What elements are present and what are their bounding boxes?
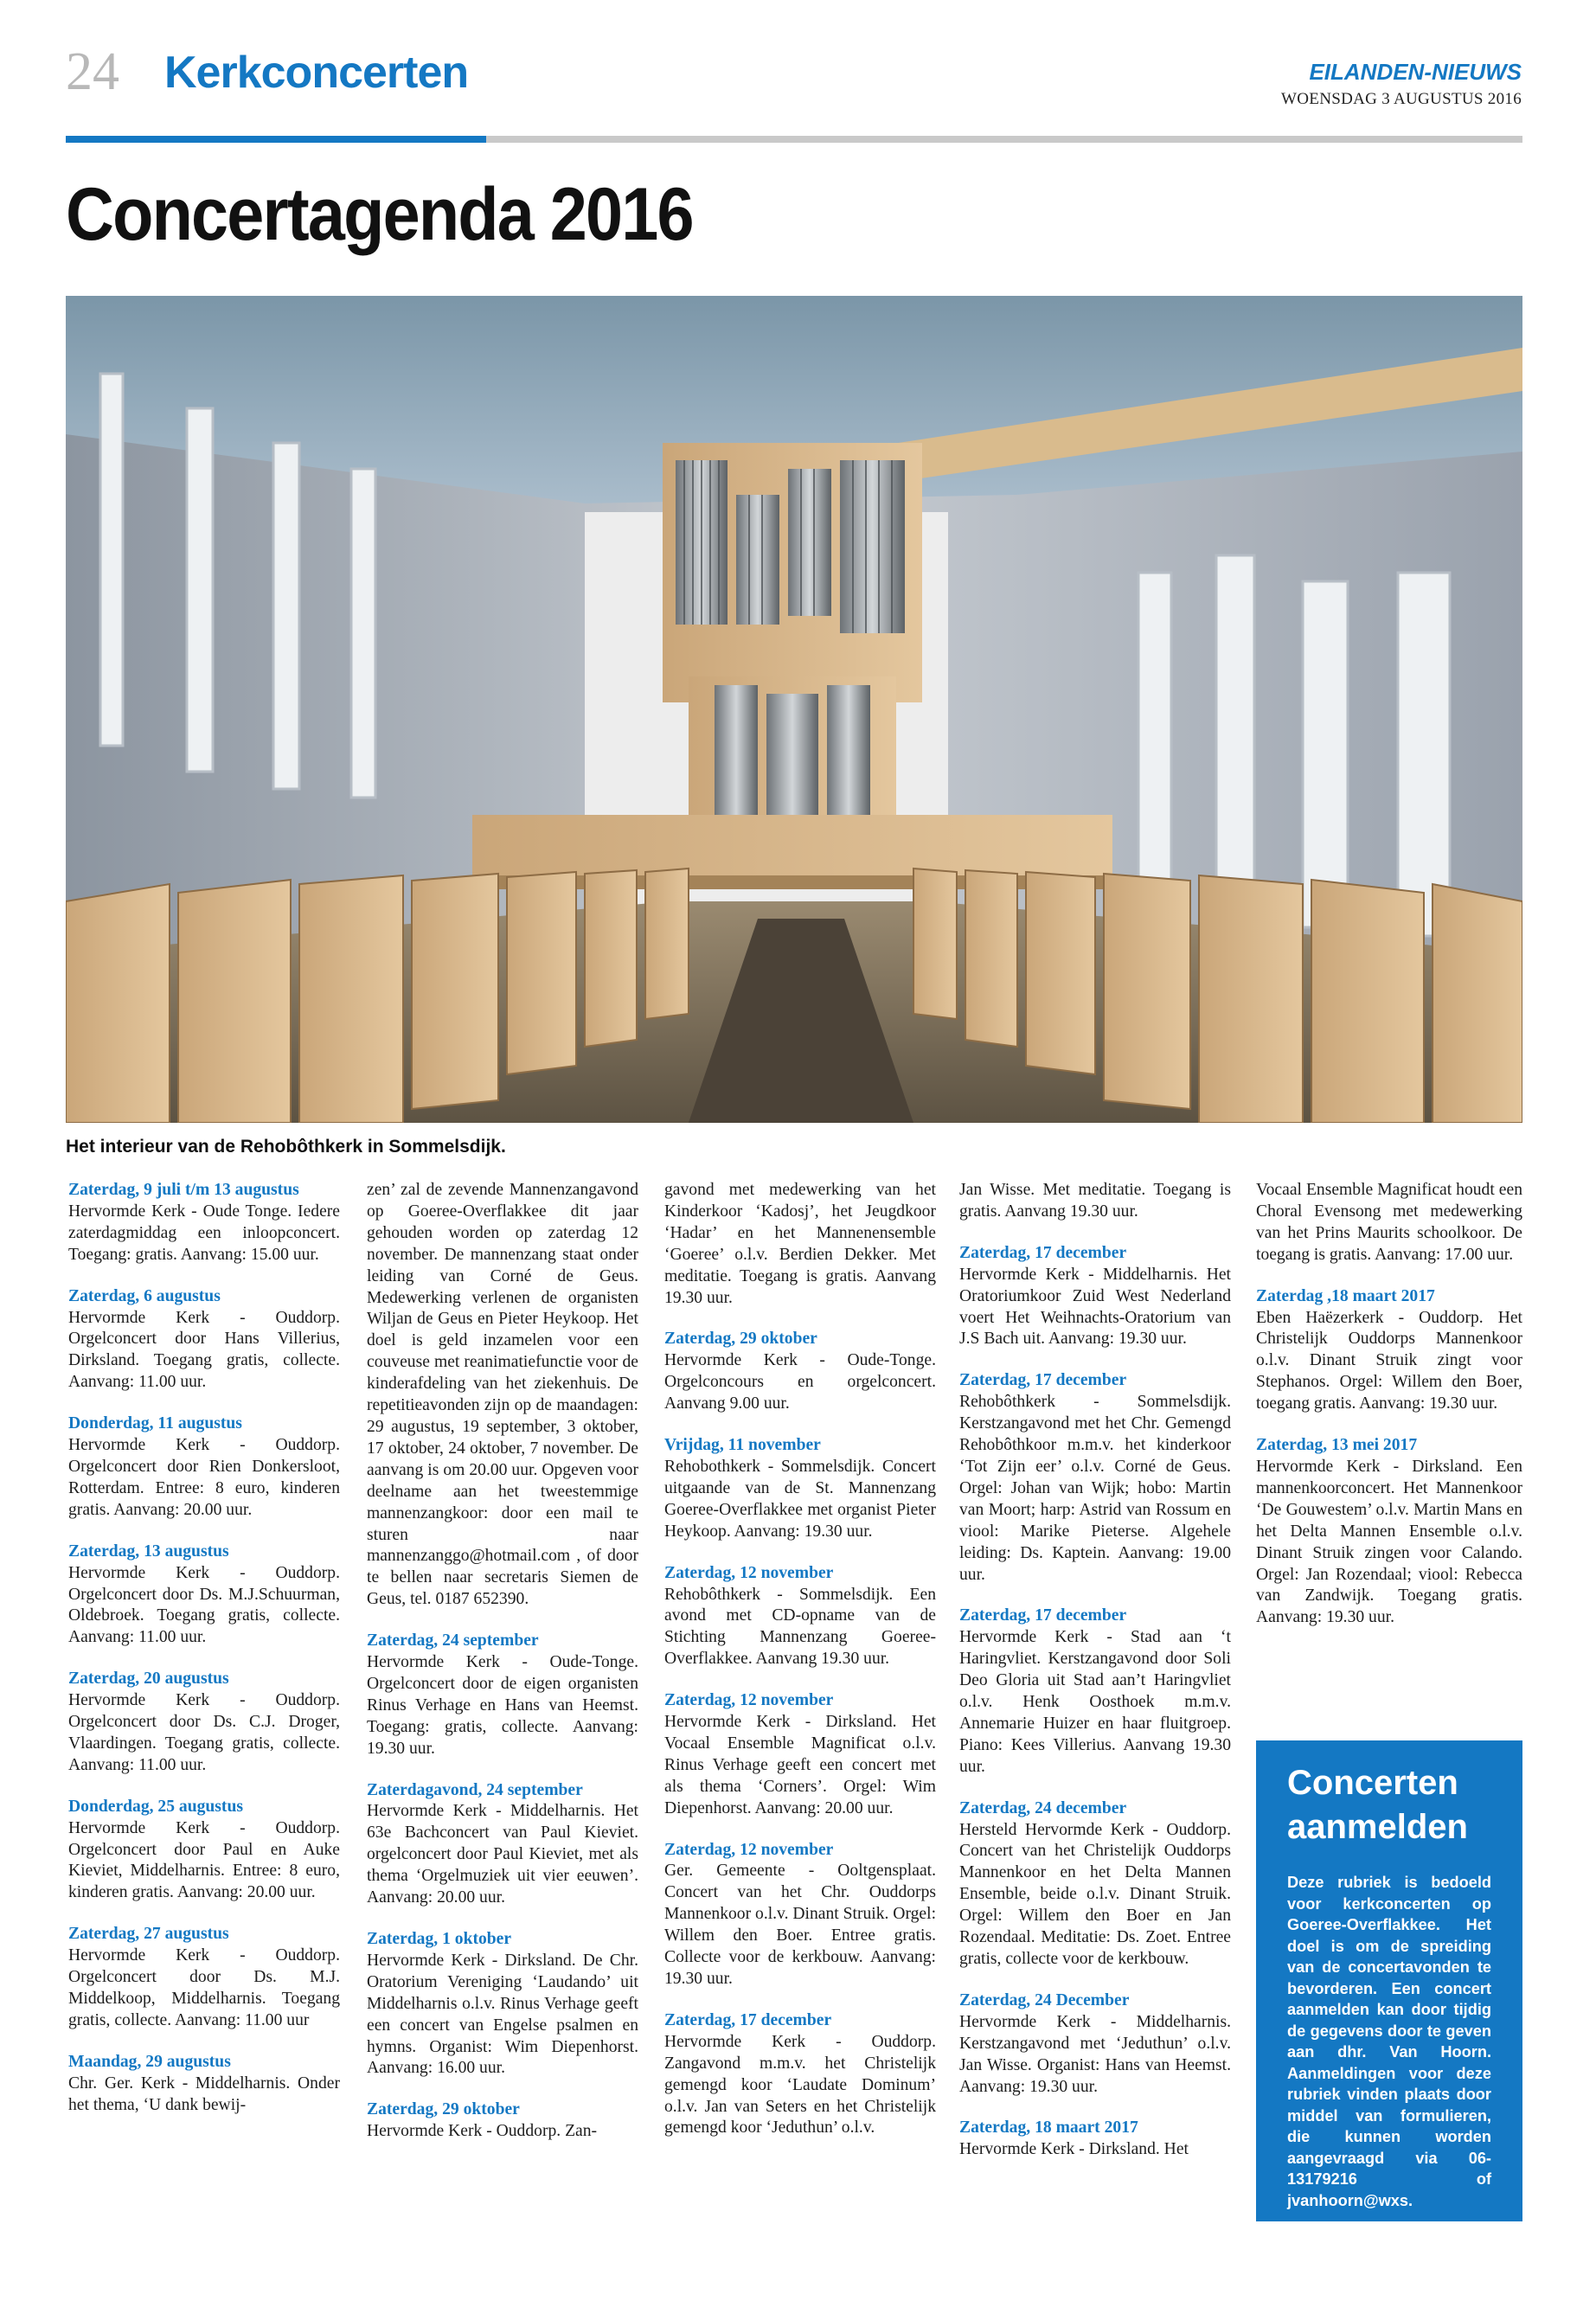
agenda-entry-text: Hervormde Kerk - Dirksland. Het Vocaal Ensemble Magnificat o.l.v. Rinus Verhage geeft een concert met als thema ‘Corners’. Orgel: Wim Diepenhorst. Aanvang: 20.00 uur. (664, 1713, 936, 1817)
agenda-entry-date: Zaterdag, 29 oktober (664, 1330, 817, 1349)
agenda-entry-date: Donderdag, 11 augustus (68, 1414, 242, 1433)
agenda-entry-date: Zaterdag, 24 December (959, 1990, 1130, 2009)
agenda-entry (68, 1413, 340, 1522)
agenda-entry-date: Zaterdag, 20 augustus (68, 1670, 229, 1689)
agenda-entry-date: Zaterdag, 12 november (664, 1563, 834, 1582)
agenda-column-4 (959, 1180, 1231, 2181)
agenda-entry-text: Hervormde Kerk - Dirksland. Het (959, 2140, 1189, 2159)
agenda-entry-text: Hervormde Kerk - Ouddorp. Orgelconcert door Ds. M.J.Schuurman, Oldebroek. Toegang gratis, collecte. Aanvang: 11.00 uur. (68, 1563, 340, 1647)
agenda-entry-date: Zaterdag, 17 december (959, 1243, 1127, 1262)
agenda-entry-text: gavond met medewerking van het Kinderkoor ‘Kadosj’, het Jeugdkoor ‘Hadar’ en het Mannenensemble ‘Goeree’ o.l.v. Berdien Dekker. Met meditatie. Toegang is gratis. Aanvang 19.30 uur. (664, 1181, 936, 1307)
organ-illustration (66, 296, 1522, 1123)
agenda-entry (664, 1840, 936, 1990)
agenda-entry-text: Vocaal Ensemble Magnificat houdt een Choral Evensong met medewerking van het Prins Maurits schoolkoor. De toegang is gratis. Aanvang: 17.00 uur. (1256, 1181, 1522, 1264)
agenda-entry-text: Hervormde Kerk - Dirksland. Een mannenkoorconcert. Het Mannenkoor ‘De Gouwestem’ o.l.v. Martin Mans en het Delta Mannen Ensemble o.l.v. Dinant Struik zingen voor Calando. Orgel: Jan Rozendaal; viool: Rebecca van Zandwijk. Toegang gratis. Aanvang: 19.30 uur. (1256, 1457, 1522, 1627)
agenda-entry (959, 1370, 1231, 1586)
agenda-entry-date: Zaterdag, 17 december (959, 1606, 1127, 1625)
agenda-entry-date: Zaterdag, 29 oktober (367, 2100, 520, 2119)
agenda-entry-text: Hervormde Kerk - Ouddorp. Orgelconcert door Rien Donkersloot, Rotterdam. Entree: 8 euro, kinderen gratis. Aanvang: 20.00 uur. (68, 1436, 340, 1519)
agenda-column-3 (664, 1180, 936, 2159)
agenda-entry-text: Jan Wisse. Met meditatie. Toegang is gratis. Aanvang 19.30 uur. (959, 1181, 1231, 1221)
agenda-entry-text: Hersteld Hervormde Kerk - Ouddorp. Concert van het Christelijk Ouddorps Mannenkoor en het Delta Mannen Ensemble, beide o.l.v. Dinant Struik. Orgel: Willem den Boer en Jan Rozendaal. Meditatie: Ds. Zoet. Entree gratis, collecte voor de kerkbouw. (959, 1820, 1231, 1968)
agenda-entry (1256, 1180, 1522, 1266)
agenda-entry (68, 1797, 340, 1905)
agenda-entry-text: Hervormde Kerk - Ouddorp. Orgelconcert door Ds. C.J. Droger, Vlaardingen. Toegang gratis, collecte. Aanvang: 11.00 uur. (68, 1691, 340, 1774)
agenda-entry (68, 1541, 340, 1650)
agenda-entry-text: Rehobôthkerk - Sommelsdijk. Een avond met CD-opname van de Stichting Mannenzang Goeree-Overflakkee. Aanvang 19.30 uur. (664, 1585, 936, 1669)
agenda-entry-text: Eben Haëzerkerk - Ouddorp. Het Christelijk Ouddorps Mannenkoor o.l.v. Dinant Struik zingt voor Stephanos. Orgel: Willem den Boer, toegang gratis. Aanvang: 19.30 uur. (1256, 1308, 1522, 1413)
agenda-entry-date: Donderdag, 25 augustus (68, 1797, 243, 1816)
agenda-entry-text: Hervormde Kerk - Oude-Tonge. Orgelconcert door de eigen organisten Rinus Verhage en Hans van Heemst. Toegang: gratis, collecte. Aanvang: 19.30 uur. (367, 1653, 638, 1758)
agenda-entry-text: Hervormde Kerk - Oude Tonge. Iedere zaterdagmiddag een inloopconcert. Toegang: gratis. Aanvang: 15.00 uur. (68, 1202, 340, 1264)
agenda-entry-date: Zaterdag, 24 september (367, 1631, 539, 1650)
agenda-entry-text: Hervormde Kerk - Ouddorp. Orgelconcert door Paul en Auke Kieviet, Middelharnis. Entree: 8 euro, kinderen gratis. Aanvang: 20.00 uur. (68, 1818, 340, 1902)
agenda-entry-date: Zaterdag, 18 maart 2017 (959, 2118, 1138, 2138)
agenda-entry-date: Zaterdag, 9 juli t/m 13 augustus (68, 1181, 299, 1199)
agenda-column-5 (1256, 1180, 1522, 1649)
church-interior-photo (66, 296, 1522, 1123)
header-rule-accent (66, 136, 486, 143)
agenda-entry (959, 2118, 1231, 2161)
agenda-entry (959, 1606, 1231, 1778)
agenda-entry-text: Hervormde Kerk - Middelharnis. Het Oratoriumkoor Zuid West Nederland voert Het Weihnachts-Oratorium van J.S Bach uit. Aanvang: 19.30 uur. (959, 1265, 1231, 1349)
photo-caption: Het interieur van de Rehobôthkerk in Sommelsdijk. (66, 1137, 506, 1157)
agenda-entry-text: Hervormde Kerk - Ouddorp. Orgelconcert door Hans Villerius, Dirksland. Toegang gratis, collecte. Aanvang: 11.00 uur. (68, 1308, 340, 1392)
agenda-entry (959, 1990, 1231, 2099)
agenda-entry-text: Hervormde Kerk - Middelharnis. Kerstzangavond met ‘Jeduthun’ o.l.v. Jan Wisse. Organist: Hans van Heemst. Aanvang: 19.30 uur. (959, 2012, 1231, 2096)
agenda-entry (959, 1180, 1231, 1223)
agenda-entry (664, 1329, 936, 1415)
agenda-entry (664, 1690, 936, 1819)
agenda-entry (664, 2010, 936, 2139)
agenda-entry-date: Zaterdag, 17 december (959, 1371, 1127, 1390)
agenda-entry-text: Chr. Ger. Kerk - Middelharnis. Onder het thema, ‘U dank bewij- (68, 2073, 340, 2114)
agenda-entry-text: Rehobôthkerk - Sommelsdijk. Kerstzangavond met het Chr. Gemengd Rehobôthkoor m.m.v. het kinderkoor ‘Tot Zijn eer’ o.l.v. Corné de Geus. Orgel: Johan van Wijk; hobo: Martin van Moort; harp: Astrid van Rossum en viool: Marike Pieterse. Algehele leiding: Ds. Kaptein. Aanvang: 19.00 uur. (959, 1393, 1231, 1584)
agenda-entry-date: Maandag, 29 augustus (68, 2052, 231, 2071)
agenda-entry-text: Hervormde Kerk - Ouddorp. Zan- (367, 2122, 598, 2141)
agenda-entry (68, 1924, 340, 2032)
agenda-entry-date: Zaterdag, 12 november (664, 1840, 834, 1859)
agenda-entry (367, 1780, 638, 1909)
registration-infobox (1256, 1740, 1522, 2221)
agenda-entry (1256, 1286, 1522, 1415)
agenda-entry (68, 1180, 340, 1266)
agenda-entry-date: Zaterdag, 27 augustus (68, 1925, 229, 1944)
agenda-entry (367, 1180, 638, 1611)
infobox-title: Concerten aanmelden (1287, 1764, 1468, 1846)
agenda-entry-text: Hervormde Kerk - Ouddorp. Orgelconcert door Ds. M.J. Middelkoop, Middelharnis. Toegang gratis, collecte. Aanvang: 11.00 uur (68, 1946, 340, 2029)
agenda-entry-date: Zaterdag, 13 mei 2017 (1256, 1436, 1418, 1455)
newspaper-logo: EILANDEN-NIEUWS (1309, 59, 1522, 85)
agenda-entry-date: Zaterdagavond, 24 september (367, 1780, 583, 1799)
headline: Concertagenda 2016 (66, 173, 693, 256)
agenda-entry (664, 1180, 936, 1309)
agenda-entry (68, 2052, 340, 2117)
issue-date: WOENSDAG 3 AUGUSTUS 2016 (1281, 90, 1522, 108)
agenda-entry (959, 1243, 1231, 1351)
agenda-entry-date: Vrijdag, 11 november (664, 1436, 821, 1455)
agenda-entry-date: Zaterdag, 24 december (959, 1798, 1127, 1817)
agenda-entry-date: Zaterdag, 13 augustus (68, 1541, 229, 1561)
agenda-entry-text: Hervormde Kerk - Dirksland. De Chr. Oratorium Vereniging ‘Laudando’ uit Middelharnis o.l.v. Rinus Verhage geeft een concert van Engelse psalmen en hymns. Organist: Wim Diepenhorst. Aanvang: 16.00 uur. (367, 1951, 638, 2078)
agenda-column-1 (68, 1180, 340, 2137)
agenda-entry-text: Rehobothkerk - Sommelsdijk. Concert uitgaande van de St. Mannenzang Goeree-Overflakkee met organist Pieter Heykoop. Aanvang: 19.30 uur. (664, 1457, 936, 1541)
agenda-entry (367, 1929, 638, 2080)
agenda-entry-date: Zaterdag, 6 augustus (68, 1286, 221, 1305)
agenda-entry-text: Ger. Gemeente - Ooltgensplaat. Concert van het Chr. Ouddorps Mannenkoor o.l.v. Dinant Struik. Orgel: Willem den Boer. Entree gratis. Collecte voor de kerkbouw. Aanvang: 19.30 uur. (664, 1862, 937, 1988)
agenda-entry (367, 2099, 638, 2143)
agenda-entry-date: Zaterdag, 1 oktober (367, 1930, 512, 1948)
infobox-body: Deze rubriek is bedoeld voor kerkconcerten op Goeree-Overflakkee. Het doel is om de spreiding van de concertavonden te bevorderen. Een concert aanmelden kan door tijdig de gegevens door te geven aan dhr. Van Hoorn. Aanmeldingen voor deze rubriek vinden plaats door middel van formulieren, die kunnen worden aangevraagd via 06-13179216 of jvanhoorn@wxs. (1287, 1874, 1491, 2209)
agenda-entry-date: Zaterdag, 17 december (664, 2010, 832, 2029)
agenda-entry-text: zen’ zal de zevende Mannenzangavond op Goeree-Overflakkee dit jaar gehouden worden op zaterdag 12 november. De mannenzang staat onder leiding van Corné de Geus. Medewerking verlenen de organisten Wiljan de Geus en Pieter Heykoop. Het doel is geld inzamelen voor een couveuse met reanimatiefunctie voor de kinderafdeling van het ziekenhuis. De repetitieavonden zijn op de maandagen: 29 augustus, 19 september, 3 oktober, 17 oktober, 24 oktober, 7 november. De aanvang is om 20.00 uur. Opgeven voor deelname aan het tweestemmige mannenzangkoor: door een mail te sturen naar mannenzanggo@hotmail.com , of door te bellen naar secretaris Siemen de Geus, tel. 0187 652390. (367, 1181, 638, 1609)
agenda-entry-text: Hervormde Kerk - Oude-Tonge. Orgelconcours en orgelconcert. Aanvang 9.00 uur. (664, 1351, 936, 1413)
agenda-entry-text: Hervormde Kerk - Middelharnis. Het 63e Bachconcert van Paul Kieviet. orgelconcert door Paul Kieviet, met als thema ‘Orgelmuziek uit vier eeuwen’. Aanvang: 20.00 uur. (367, 1802, 638, 1907)
agenda-entry (68, 1669, 340, 1777)
agenda-entry (959, 1798, 1231, 1971)
agenda-entry-date: Zaterdag ,18 maart 2017 (1256, 1286, 1435, 1305)
agenda-entry (1256, 1435, 1522, 1629)
agenda-entry (664, 1563, 936, 1671)
page-number: 24 (66, 42, 119, 101)
section-title: Kerkconcerten (164, 48, 469, 98)
agenda-entry (68, 1286, 340, 1394)
agenda-column-2 (367, 1180, 638, 2163)
agenda-entry (367, 1631, 638, 1759)
agenda-entry-date: Zaterdag, 12 november (664, 1691, 834, 1710)
agenda-entry-text: Hervormde Kerk - Ouddorp. Zangavond m.m.v. het Christelijk gemengd koor ‘Laudate Dominum’ o.l.v. Jan van Seters en het Christelijk gemengd koor ‘Jeduthun’ o.l.v. (664, 2032, 936, 2138)
agenda-entry-text: Hervormde Kerk - Stad aan ‘t Haringvliet. Kerstzangavond door Soli Deo Gloria uit Stad aan’t Haringvliet o.l.v. Henk Oosthoek m.m.v. Annemarie Huizer en haar fluitgroep. Piano: Kees Villerius. Aanvang 19.30 uur. (959, 1628, 1231, 1776)
agenda-entry (664, 1435, 936, 1543)
